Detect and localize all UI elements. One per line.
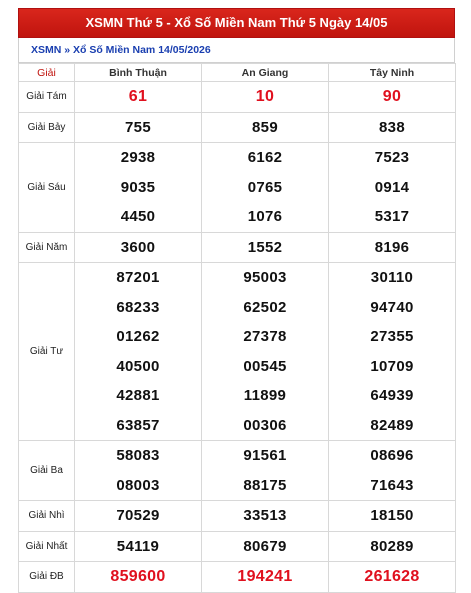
winning-number: 01262 <box>116 328 160 345</box>
winning-number: 80289 <box>370 537 414 555</box>
prize-row <box>19 112 456 143</box>
winning-number: 859600 <box>110 568 166 585</box>
winning-number: 11899 <box>243 387 287 404</box>
prize-row <box>19 143 456 233</box>
winning-number: 755 <box>125 118 151 136</box>
result-cell <box>202 82 329 113</box>
result-cell <box>75 82 202 113</box>
result-cell <box>329 441 456 501</box>
winning-number: 3600 <box>120 238 156 256</box>
prize-row <box>19 531 456 562</box>
winning-number: 68233 <box>116 298 160 316</box>
winning-number: 91561 <box>243 447 287 464</box>
result-cell <box>202 441 329 501</box>
result-cell <box>329 143 456 233</box>
winning-number: 27378 <box>243 328 287 345</box>
winning-number: 63857 <box>116 416 160 434</box>
prize-label: Giải Sáu <box>19 143 75 233</box>
winning-number: 261628 <box>364 568 420 585</box>
winning-number: 6162 <box>247 149 283 166</box>
winning-number: 0765 <box>247 178 283 196</box>
winning-number: 90 <box>382 88 402 105</box>
winning-number: 0914 <box>374 178 410 196</box>
result-cell <box>329 531 456 562</box>
table-header-row <box>19 64 456 82</box>
winning-number: 95003 <box>243 269 287 286</box>
breadcrumb-text[interactable]: XSMN » Xổ Số Miền Nam 14/05/2026 <box>31 44 211 56</box>
winning-number: 838 <box>379 118 405 136</box>
result-cell <box>75 112 202 143</box>
prize-row <box>19 82 456 113</box>
breadcrumb[interactable] <box>18 38 455 63</box>
prize-label: Giải Tám <box>19 82 75 113</box>
winning-number: 08696 <box>370 447 414 464</box>
prize-label: Giải Bảy <box>19 112 75 143</box>
winning-number: 18150 <box>370 507 414 524</box>
winning-number: 70529 <box>116 507 160 524</box>
prize-row <box>19 232 456 263</box>
winning-number: 1076 <box>247 208 283 225</box>
winning-number: 58083 <box>116 447 160 464</box>
province-header[interactable]: An Giang <box>202 64 329 82</box>
prize-label: Giải ĐB <box>19 562 75 593</box>
winning-number: 08003 <box>116 476 160 494</box>
winning-number: 33513 <box>243 507 287 524</box>
winning-number: 9035 <box>120 178 156 196</box>
result-cell <box>329 112 456 143</box>
result-cell <box>75 143 202 233</box>
result-cell <box>202 112 329 143</box>
page-title: XSMN Thứ 5 - Xổ Số Miền Nam Thứ 5 Ngày 14/05 <box>18 8 455 38</box>
prize-row <box>19 562 456 593</box>
prize-label: Giải Nhì <box>19 501 75 532</box>
winning-number: 71643 <box>370 476 414 494</box>
result-cell <box>202 531 329 562</box>
winning-number: 80679 <box>243 537 287 555</box>
winning-number: 4450 <box>120 208 156 225</box>
winning-number: 87201 <box>116 269 160 286</box>
result-cell <box>329 82 456 113</box>
winning-number: 62502 <box>243 298 287 316</box>
result-cell <box>75 501 202 532</box>
prize-column-header: Giải <box>19 64 75 82</box>
winning-number: 5317 <box>374 208 410 225</box>
prize-row <box>19 501 456 532</box>
result-cell <box>75 562 202 593</box>
result-cell <box>202 263 329 441</box>
winning-number: 7523 <box>374 149 410 166</box>
result-cell <box>329 562 456 593</box>
province-header[interactable]: Tây Ninh <box>329 64 456 82</box>
winning-number: 859 <box>252 118 278 136</box>
winning-number: 64939 <box>370 387 414 404</box>
winning-number: 8196 <box>374 238 410 256</box>
result-cell <box>75 232 202 263</box>
prize-label: Giải Năm <box>19 232 75 263</box>
province-header[interactable]: Bình Thuận <box>75 64 202 82</box>
winning-number: 27355 <box>370 328 414 345</box>
winning-number: 40500 <box>116 357 160 375</box>
winning-number: 00545 <box>243 357 287 375</box>
result-cell <box>329 501 456 532</box>
winning-number: 42881 <box>116 387 160 404</box>
result-cell <box>75 441 202 501</box>
winning-number: 61 <box>128 88 148 105</box>
result-cell <box>202 501 329 532</box>
winning-number: 2938 <box>120 149 156 166</box>
result-cell <box>202 143 329 233</box>
winning-number: 30110 <box>370 269 414 286</box>
winning-number: 00306 <box>243 416 287 434</box>
winning-number: 54119 <box>116 537 160 555</box>
winning-number: 10 <box>255 88 275 105</box>
result-cell <box>202 232 329 263</box>
result-cell <box>329 232 456 263</box>
result-cell <box>202 562 329 593</box>
prize-label: Giải Nhất <box>19 531 75 562</box>
prize-row <box>19 441 456 501</box>
winning-number: 88175 <box>243 476 287 494</box>
result-cell <box>75 531 202 562</box>
prize-label: Giải Ba <box>19 441 75 501</box>
result-cell <box>329 263 456 441</box>
winning-number: 10709 <box>370 357 414 375</box>
results-table <box>18 63 456 593</box>
winning-number: 1552 <box>247 238 283 256</box>
result-cell <box>75 263 202 441</box>
winning-number: 94740 <box>370 298 414 316</box>
winning-number: 194241 <box>237 568 293 585</box>
prize-label: Giải Tư <box>19 263 75 441</box>
winning-number: 82489 <box>370 416 414 434</box>
prize-row <box>19 263 456 441</box>
results-container <box>18 8 455 593</box>
